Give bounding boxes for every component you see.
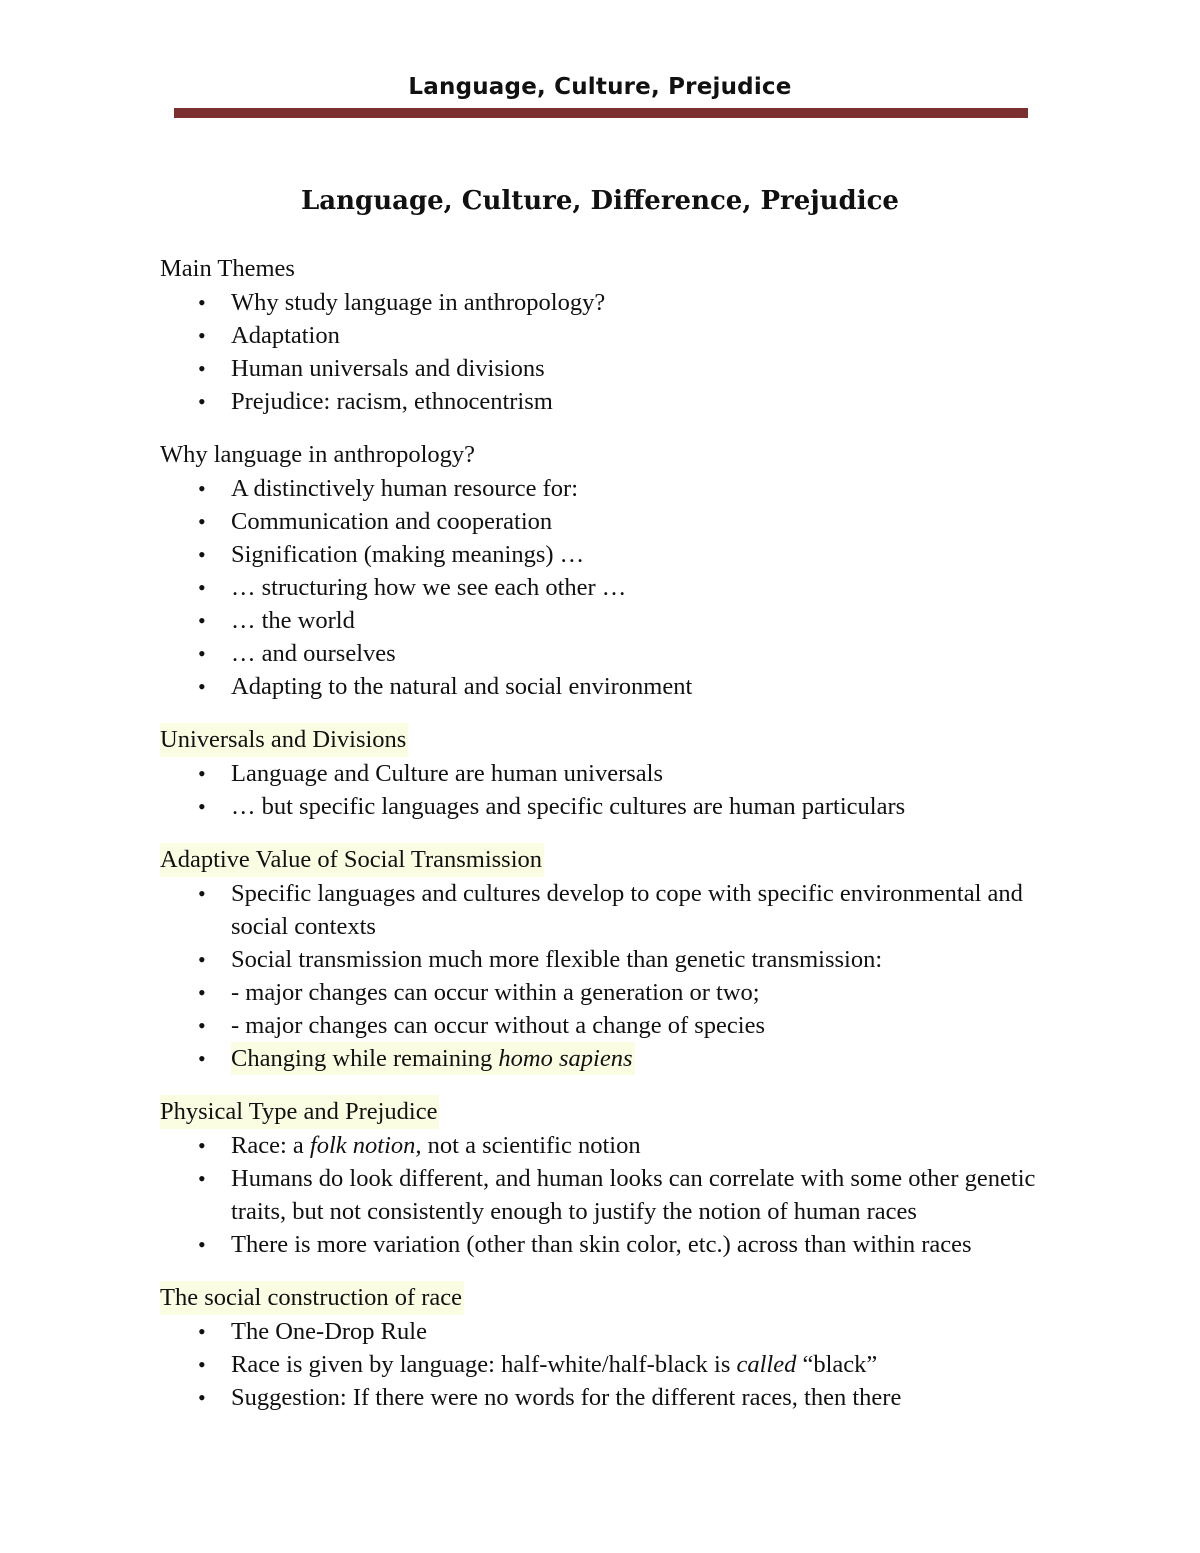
bullet-list (160, 286, 1040, 418)
bullet-icon: • (198, 1352, 206, 1377)
bullet-icon: • (198, 1385, 206, 1410)
running-header: Language, Culture, Prejudice (408, 74, 792, 100)
section-why-language (160, 438, 1040, 703)
list-item: • Communication and cooperation (231, 505, 1040, 538)
list-item: • - major changes can occur within a generation or two; (231, 976, 1040, 1009)
list-item: • Humans do look different, and human looks can correlate with some other genetic traits, but not consistently enough to justify the notion of human races (231, 1162, 1040, 1228)
bullet-icon: • (198, 1133, 206, 1158)
bullet-icon: • (198, 323, 206, 348)
section-heading: Adaptive Value of Social Transmission (160, 843, 544, 877)
list-item: • … structuring how we see each other … (231, 571, 1040, 604)
list-item: • Race: a folk notion, not a scientific notion (231, 1129, 1040, 1162)
bullet-icon: • (198, 674, 206, 699)
list-item: • Language and Culture are human universals (231, 757, 1040, 790)
bullet-list (160, 877, 1040, 1075)
bullet-icon: • (198, 794, 206, 819)
bullet-icon: • (198, 947, 206, 972)
list-item: • - major changes can occur without a change of species (231, 1009, 1040, 1042)
list-item: • Human universals and divisions (231, 352, 1040, 385)
list-item: • Signification (making meanings) … (231, 538, 1040, 571)
italic-term: folk notion, (309, 1132, 422, 1159)
section-heading: Universals and Divisions (160, 723, 408, 757)
bullet-icon: • (198, 1166, 206, 1191)
bullet-icon: • (198, 881, 206, 906)
bullet-icon: • (198, 608, 206, 633)
bullet-icon: • (198, 1013, 206, 1038)
bullet-icon: • (198, 476, 206, 501)
bullet-icon: • (198, 761, 206, 786)
list-item: • … the world (231, 604, 1040, 637)
bullet-list (160, 757, 1040, 823)
list-item: • Race is given by language: half-white/half-black is called “black” (231, 1348, 1040, 1381)
list-item: • Adapting to the natural and social environment (231, 670, 1040, 703)
list-item: • The One-Drop Rule (231, 1315, 1040, 1348)
header-rule (174, 108, 1028, 118)
italic-term: called (736, 1351, 797, 1378)
list-item: • Adaptation (231, 319, 1040, 352)
list-item: • Specific languages and cultures develop to cope with specific environmental and social contexts (231, 877, 1040, 943)
section-universals (160, 723, 1040, 823)
section-adaptive-value (160, 843, 1040, 1075)
document-title: Language, Culture, Difference, Prejudice (301, 186, 899, 216)
list-item: • … and ourselves (231, 637, 1040, 670)
bullet-icon: • (198, 1319, 206, 1344)
bullet-icon: • (198, 641, 206, 666)
bullet-icon: • (198, 389, 206, 414)
italic-term: homo sapiens (498, 1045, 633, 1072)
section-heading: Why language in anthropology? (160, 441, 476, 468)
bullet-icon: • (198, 356, 206, 381)
bullet-list (160, 472, 1040, 703)
section-main-themes (160, 252, 1040, 418)
bullet-icon: • (198, 1046, 206, 1071)
list-item: • Social transmission much more flexible than genetic transmission: (231, 943, 1040, 976)
bullet-icon: • (198, 509, 206, 534)
section-social-construction (160, 1281, 1040, 1414)
section-heading: Physical Type and Prejudice (160, 1095, 439, 1129)
bullet-icon: • (198, 980, 206, 1005)
list-item: • Why study language in anthropology? (231, 286, 1040, 319)
list-item: • A distinctively human resource for: (231, 472, 1040, 505)
bullet-icon: • (198, 1232, 206, 1257)
document-body (160, 252, 1040, 1434)
bullet-list (160, 1129, 1040, 1261)
bullet-icon: • (198, 575, 206, 600)
bullet-list (160, 1315, 1040, 1414)
list-item: • … but specific languages and specific cultures are human particulars (231, 790, 1040, 823)
bullet-icon: • (198, 542, 206, 567)
section-heading: The social construction of race (160, 1281, 464, 1315)
list-item: • There is more variation (other than skin color, etc.) across than within races (231, 1228, 1040, 1261)
bullet-icon: • (198, 290, 206, 315)
section-physical-type (160, 1095, 1040, 1261)
section-heading: Main Themes (160, 255, 295, 282)
list-item: • Prejudice: racism, ethnocentrism (231, 385, 1040, 418)
list-item: • Changing while remaining homo sapiens (231, 1042, 635, 1075)
list-item: • Suggestion: If there were no words for the different races, then there (231, 1381, 1040, 1414)
